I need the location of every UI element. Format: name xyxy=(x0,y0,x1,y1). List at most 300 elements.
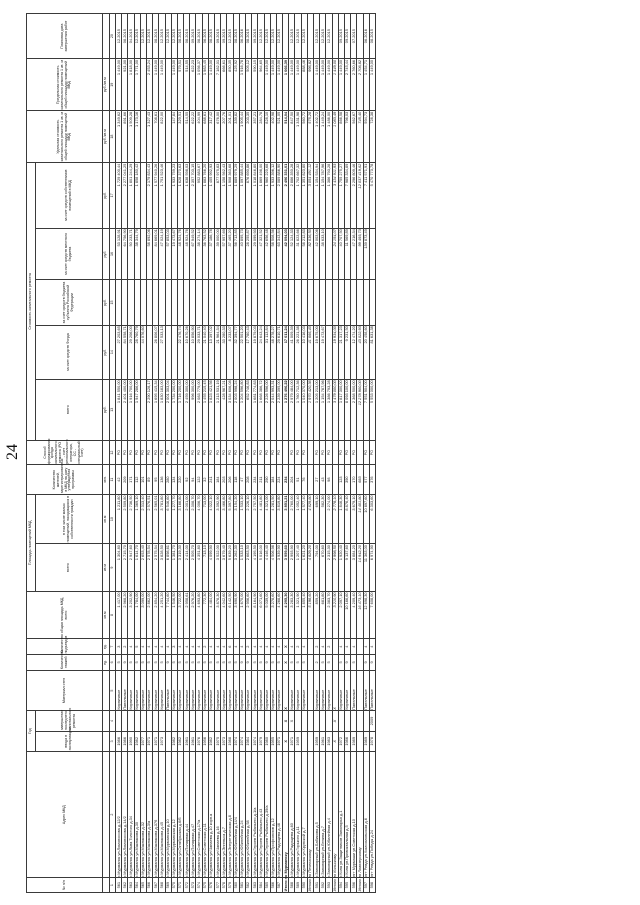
address-cell: г.Мурманск ул.Энгельса д.7 xyxy=(221,751,227,877)
year-commissioned-cell: 1983 xyxy=(326,731,332,751)
entrances-cell: 4 xyxy=(264,639,270,655)
wall-material-cell: Кирпичные xyxy=(196,670,202,711)
wall-material-cell: Кирпичные xyxy=(320,670,326,711)
address-cell: г.Мурманск ул.Радищева д.60 xyxy=(289,751,295,877)
unit-cost-cell: 201,01 xyxy=(227,111,233,163)
wall-material-cell: Кирпичные xyxy=(314,670,320,711)
cost-total-cell: 12 278 900,00 xyxy=(357,379,363,440)
year-commissioned-cell: 1984 xyxy=(245,731,251,751)
residents-cell: 683 xyxy=(357,465,363,494)
entrances-cell: 4 xyxy=(208,639,214,655)
floors-cell: 5 xyxy=(301,654,307,670)
wall-material-cell: Кирпичные xyxy=(239,670,245,711)
cost-fund-cell: 9 231,50 xyxy=(344,325,350,379)
premises-area-cell: 3 828,50 xyxy=(159,544,165,591)
column-number-cell: 13 xyxy=(110,379,116,440)
year-commissioned-cell: 1956 xyxy=(202,731,208,751)
year-commissioned-cell: 1961 xyxy=(184,731,190,751)
cost-owners-cell: 1 351 823,80 xyxy=(301,163,307,228)
cost-owners-cell: 1 729 400,44 xyxy=(116,163,122,228)
total-area-cell: 1 670,00 xyxy=(239,591,245,638)
limit-cost-cell: 579,51 xyxy=(177,59,183,111)
planned-date-cell: 12.2015 xyxy=(140,14,146,59)
residents-cell: 89 xyxy=(146,465,152,494)
entrances-cell: 4 xyxy=(320,639,326,655)
floors-cell: 5 xyxy=(134,654,140,670)
fund-method-cell: РО xyxy=(301,440,307,465)
floors-cell: 5 xyxy=(320,654,326,670)
owned-area-cell: 3 679,10 xyxy=(351,494,357,544)
cost-owners-cell: 1 154 534,94 xyxy=(314,163,320,228)
cost-local-budget-cell: 42 003,06 xyxy=(314,228,320,280)
address-cell: г.Мурманск ул.Чапаева д.16 xyxy=(215,751,221,877)
residents-cell: 27 xyxy=(314,465,320,494)
cost-total-cell: 652 746,83 xyxy=(245,379,251,440)
entrances-cell: 4 xyxy=(301,639,307,655)
wall-material-cell: Кирпичные xyxy=(153,670,159,711)
year-commissioned-cell: 1971 xyxy=(146,731,152,751)
unit-cost-cell: 357,21 xyxy=(252,111,258,163)
residents-cell: 211 xyxy=(258,465,264,494)
address-cell: г.Мурманск ул.Энергетическая д.8 xyxy=(227,751,233,877)
owned-area-cell: 1 052,40 xyxy=(295,494,301,544)
year-commissioned-cell: 1982 xyxy=(177,731,183,751)
col-header-17: за счет средств собственников помещений в МКД xyxy=(36,163,103,228)
total-area-cell: 4 693,80 xyxy=(196,591,202,638)
cost-owners-cell: 2 179 834,43 xyxy=(146,163,152,228)
owned-area-cell: 2 778,10 xyxy=(332,494,338,544)
unit-cell xyxy=(103,670,110,711)
cost-fund-cell: 19 675,00 xyxy=(314,325,320,379)
cost-fund-cell: 28 760,79 xyxy=(134,325,140,379)
limit-cost-cell: 1 449,00 xyxy=(116,59,122,111)
col-header-7: Количество подъездов xyxy=(27,639,103,655)
cost-fund-cell: 29 206,00 xyxy=(128,325,134,379)
address-cell: г.Мурманск ул.Крупской д.7 xyxy=(301,751,307,877)
planned-date-cell: 12.2015 xyxy=(146,14,152,59)
unit-cell: руб./кв.м xyxy=(103,59,110,111)
premises-area-cell: 3 319,30 xyxy=(177,544,183,591)
wall-material-cell: Кирпичные xyxy=(289,670,295,711)
cost-total-cell: 2 459 300,00 xyxy=(184,379,190,440)
entrances-cell: 2 xyxy=(202,639,208,655)
floors-cell: 9 xyxy=(344,654,350,670)
address-cell: пгт Мурмаши ул.Советская д.10 xyxy=(351,751,357,877)
premises-area-cell: 6 974,90 xyxy=(369,544,375,591)
cost-total-cell: 1 817 300,00 xyxy=(338,379,344,440)
col-header-10: в том числе жилых помещений, находящихся в собственности граждан xyxy=(36,494,103,544)
residents-cell: 112 xyxy=(134,465,140,494)
address-cell: г.Мурманск ул.Ломоносова д.12/2 xyxy=(116,751,122,877)
planned-date-cell: 09.2015 xyxy=(190,14,196,59)
row-number-cell: Итого по Печенгскому xyxy=(307,849,313,892)
column-number-cell: 15 xyxy=(110,280,116,325)
residents-cell: 32 xyxy=(202,465,208,494)
row-number-cell: 589 xyxy=(295,878,301,893)
planned-date-cell: 08.2015 xyxy=(233,14,239,59)
cost-local-budget-cell: 40 707,50 xyxy=(338,228,344,280)
premises-area-cell: 670,60 xyxy=(320,544,326,591)
cost-fund-cell: 13 397,02 xyxy=(208,325,214,379)
cost-local-budget-cell: 48 924,76 xyxy=(177,228,183,280)
limit-cost-cell: 1 056,37 xyxy=(196,59,202,111)
limit-cost-cell: 1 983,45 xyxy=(202,59,208,111)
cost-total-cell: 428 987,21 xyxy=(221,379,227,440)
fund-method-cell: РО xyxy=(233,440,239,465)
residents-cell: 118 xyxy=(233,465,239,494)
cost-fund-cell: 24 643,24 xyxy=(258,325,264,379)
entrances-cell: 4 xyxy=(177,639,183,655)
cost-owners-cell: 1 577 940,26 xyxy=(153,163,159,228)
cost-total-cell: 1 040 370,00 xyxy=(301,379,307,440)
premises-area-cell: 794,00 xyxy=(314,544,320,591)
total-area-cell: 4 251,20 xyxy=(159,591,165,638)
premises-area-cell: 2 315,30 xyxy=(326,544,332,591)
unit-cost-cell: 404,99 xyxy=(196,111,202,163)
unit-cost-cell: 1 402,72 xyxy=(314,111,320,163)
wall-material-cell: Кирпичные xyxy=(208,670,214,711)
unit-cell: руб. xyxy=(103,163,110,228)
fund-method-cell: РО xyxy=(258,440,264,465)
cost-local-budget-cell: 47 321,52 xyxy=(258,228,264,280)
address-cell: г.Мурманск ул.Героев Рыбачьего д.43 xyxy=(258,751,264,877)
cost-total-cell: 1 276 496,22 xyxy=(283,379,289,440)
planned-date-cell: 09.2015 xyxy=(252,14,258,59)
planned-date-cell: 08.2015 xyxy=(208,14,214,59)
planned-date-cell: 12.2015 xyxy=(134,14,140,59)
unit-cell xyxy=(103,711,110,731)
total-area-cell: 3 210,90 xyxy=(332,591,338,638)
unit-cost-cell: 796,03 xyxy=(344,111,350,163)
limit-cost-cell: 1 449,00 xyxy=(338,59,344,111)
wall-material-cell: Кирпичные xyxy=(258,670,264,711)
wall-material-cell: Панельные xyxy=(363,670,369,711)
address-cell: г.Мурманск ул.Юбилейная д.58 xyxy=(245,751,251,877)
cost-owners-cell: 2 886 350,28 xyxy=(289,163,295,228)
fund-method-cell: РО xyxy=(116,440,122,465)
planned-date-cell: 04.2015 xyxy=(128,14,134,59)
premises-area-cell: 1 920,40 xyxy=(338,544,344,591)
owned-area-cell: 1 533,10 xyxy=(239,494,245,544)
floors-cell: 5 xyxy=(184,654,190,670)
row-number-cell: 568 xyxy=(159,878,165,893)
row-number-cell: Итого по Кольскому xyxy=(332,853,338,892)
residents-cell: 51 xyxy=(295,465,301,494)
residents-cell: 42 xyxy=(116,465,122,494)
wall-material-cell: Кирпичные xyxy=(159,670,165,711)
cost-local-budget-cell: 58 892,06 xyxy=(146,228,152,280)
cost-owners-cell: 952 883,67 xyxy=(196,163,202,228)
address-cell: г.Мурманск ул.Маклакова д.30 xyxy=(134,751,140,877)
limit-cost-cell: 1 449,00 xyxy=(289,59,295,111)
wall-material-cell: X xyxy=(283,670,289,711)
unit-cost-cell: 284,78 xyxy=(258,111,264,163)
residents-cell: 234 xyxy=(252,465,258,494)
residents-cell: 92 xyxy=(184,465,190,494)
owned-area-cell: 2 757,50 xyxy=(252,494,258,544)
entrances-cell: 4 xyxy=(363,639,369,655)
floors-cell: 5 xyxy=(227,654,233,670)
address-cell: г.Мурманск ул.Героев Рыбачьего д.1/а xyxy=(252,751,258,877)
premises-area-cell: 2 998,50 xyxy=(332,544,338,591)
cost-total-cell: 1 916 700,00 xyxy=(128,379,134,440)
cost-owners-cell: 2 277 041,25 xyxy=(122,163,128,228)
cost-owners-cell: 5 470 773,78 xyxy=(369,163,375,228)
col-header-4: завершение последнего капитального ремонта xyxy=(36,711,103,731)
cost-total-cell: 7 551 904,00 xyxy=(363,379,369,440)
unit-cost-cell: 866,58 xyxy=(338,111,344,163)
col-header-6: Количество этажей xyxy=(27,654,103,670)
floors-cell: 5 xyxy=(128,654,134,670)
owned-area-cell: 10 897,60 xyxy=(363,494,369,544)
entrances-cell: 2 xyxy=(295,639,301,655)
unit-cost-cell: 1 331,98 xyxy=(295,111,301,163)
residents-cell: 170 xyxy=(351,465,357,494)
residents-cell: 203 xyxy=(221,465,227,494)
owned-area-cell: 699,10 xyxy=(314,494,320,544)
floors-cell: 5 xyxy=(177,654,183,670)
address-cell: пгт Ревда ул.Победы д.24 xyxy=(369,751,375,877)
address-cell: г.Мурманск ул.Советская д.11 xyxy=(202,751,208,877)
planned-date-cell: 09.2015 xyxy=(215,14,221,59)
cost-fund-cell: 81 631,38 xyxy=(369,325,375,379)
entrances-cell: 4 xyxy=(165,639,171,655)
residents-cell: 171 xyxy=(128,465,134,494)
cost-owners-cell: 1 386 793,28 xyxy=(326,163,332,228)
total-area-cell: 3 722,00 xyxy=(177,591,183,638)
total-area-cell: 2 956,60 xyxy=(245,591,251,638)
cost-owners-cell: 1 158 562,43 xyxy=(221,163,227,228)
fund-method-cell: РО xyxy=(245,440,251,465)
cost-total-cell: 2 003 998,24 xyxy=(233,379,239,440)
unit-cost-cell: 329,51 xyxy=(177,111,183,163)
unit-cell: руб. xyxy=(103,280,110,325)
wall-material-cell: Кирпичные xyxy=(128,670,134,711)
planned-date-cell: 08.2015 xyxy=(153,14,159,59)
floors-cell: 9 xyxy=(165,654,171,670)
limit-cost-cell: 514,55 xyxy=(184,59,190,111)
entrances-cell: 4 xyxy=(239,639,245,655)
premises-area-cell: 2 653,40 xyxy=(140,544,146,591)
total-area-cell: 1 855,40 xyxy=(301,591,307,638)
cost-owners-cell: 1 908 363,68 xyxy=(227,163,233,228)
row-number-cell: 591 xyxy=(314,878,320,893)
residents-cell: 577 xyxy=(363,465,369,494)
owned-area-cell: 2 313,40 xyxy=(140,494,146,544)
unit-cell: руб. xyxy=(103,228,110,280)
row-number-cell: 566 xyxy=(146,878,152,893)
cost-total-cell: 2 083 779,00 xyxy=(196,379,202,440)
cost-fund-cell: 31 113,84 xyxy=(264,325,270,379)
row-number-cell: 580 xyxy=(233,878,239,893)
cost-owners-cell: 3 054 491,12 xyxy=(307,163,313,228)
unit-cost-cell: 207,76 xyxy=(221,111,227,163)
entrances-cell: 4 xyxy=(270,639,276,655)
column-number-cell: 19 xyxy=(110,59,116,111)
unit-cost-cell: 203,35 xyxy=(245,111,251,163)
cost-fund-cell: 48 278,27 xyxy=(270,325,276,379)
unit-cell: руб. xyxy=(103,325,110,379)
total-area-cell: 4 042,60 xyxy=(221,591,227,638)
floors-cell: 9 xyxy=(363,654,369,670)
owned-area-cell: 3 466,80 xyxy=(221,494,227,544)
unit-cell: руб./кв.м xyxy=(103,111,110,163)
cost-total-cell: 3 479 000,00 xyxy=(332,379,338,440)
owned-area-cell: 3 781,80 xyxy=(159,494,165,544)
year-commissioned-cell: 1986 xyxy=(116,731,122,751)
owned-area-cell: 1 577,40 xyxy=(301,494,307,544)
total-area-cell: 772,30 xyxy=(202,591,208,638)
residents-cell: 134 xyxy=(171,465,177,494)
cost-total-cell: 1 841 550,00 xyxy=(116,379,122,440)
owned-area-cell: 5 397,80 xyxy=(227,494,233,544)
year-commissioned-cell: 1986 xyxy=(344,731,350,751)
floors-cell: 5 xyxy=(196,654,202,670)
cost-local-budget-cell: 39 000,00 xyxy=(215,228,221,280)
unit-cell xyxy=(103,878,110,893)
row-number-cell: 577 xyxy=(215,878,221,893)
wall-material-cell: Кирпичные xyxy=(221,670,227,711)
total-area-cell: 1 784,00 xyxy=(134,591,140,638)
entrances-cell: 2 xyxy=(245,639,251,655)
owned-area-cell: 6 303,60 xyxy=(369,494,375,544)
premises-area-cell: 3 939,90 xyxy=(276,544,282,591)
limit-cost-cell: 850,35 xyxy=(227,59,233,111)
fund-method-cell: РО xyxy=(146,440,152,465)
cost-fund-cell: 29 610,71 xyxy=(276,325,282,379)
unit-cell xyxy=(103,731,110,751)
row-number-cell: 586 xyxy=(270,878,276,893)
planned-date-cell: 08.2015 xyxy=(122,14,128,59)
unit-cost-cell: 514,04 xyxy=(283,111,289,163)
unit-cost-cell: 891,66 xyxy=(122,111,128,163)
limit-cost-cell: 2 760,66 xyxy=(351,59,357,111)
premises-area-cell: 2 715,70 xyxy=(122,544,128,591)
wall-material-cell: Кирпичные xyxy=(344,670,350,711)
cost-owners-cell: 1 405 992,93 xyxy=(208,163,214,228)
row-number-cell: 582 xyxy=(245,878,251,893)
row-number-cell: 563 xyxy=(128,878,134,893)
fund-method-cell: РО xyxy=(171,440,177,465)
fund-method-cell: РО xyxy=(134,440,140,465)
total-area-cell: 4 295,30 xyxy=(283,591,289,638)
cost-total-cell: 5 553 000,00 xyxy=(369,379,375,440)
cost-owners-cell: 1 858 180,42 xyxy=(134,163,140,228)
entrances-cell: 4 xyxy=(369,639,375,655)
fund-method-cell: РО xyxy=(153,440,159,465)
premises-area-cell: 2 578,54 xyxy=(146,544,152,591)
premises-area-cell: 14 942,20 xyxy=(357,544,363,591)
col-header-1: № п/п xyxy=(27,878,103,893)
total-area-cell: 2 958,61 xyxy=(184,591,190,638)
cost-total-cell: 2 368 500,00 xyxy=(351,379,357,440)
limit-cost-cell: 1 449,00 xyxy=(320,59,326,111)
fund-method-cell: РО xyxy=(295,440,301,465)
planned-date-cell: 12.2015 xyxy=(159,14,165,59)
cost-fund-cell: 33 280,33 xyxy=(221,325,227,379)
floors-cell: 5 xyxy=(326,654,332,670)
cost-total-cell: 2 226 596,00 xyxy=(264,379,270,440)
col-header-16: за счет средств местного бюджета xyxy=(36,228,103,280)
cost-total-cell: 1 970 420,36 xyxy=(307,379,313,440)
year-commissioned-cell: 1974 xyxy=(233,731,239,751)
year-commissioned-cell: 1982 xyxy=(171,731,177,751)
total-area-cell: 1 321,90 xyxy=(295,591,301,638)
floors-cell: 2 xyxy=(314,654,320,670)
cost-local-budget-cell: 29 099,93 xyxy=(252,228,258,280)
wall-material-cell: Кирпичные xyxy=(184,670,190,711)
total-area-cell: 3 099,00 xyxy=(140,591,146,638)
owned-area-cell: 4 481,80 xyxy=(258,494,264,544)
cost-total-cell: 1 760 712,36 xyxy=(295,379,301,440)
unit-cost-cell: 622,22 xyxy=(190,111,196,163)
fund-method-cell: РО xyxy=(252,440,258,465)
entrances-cell: 4 xyxy=(184,639,190,655)
cost-fund-cell: 43 022,93 xyxy=(357,325,363,379)
cost-total-cell: 1 455 215,45 xyxy=(202,379,208,440)
total-area-cell: 2 097,10 xyxy=(338,591,344,638)
unit-cost-cell: 562,67 xyxy=(351,111,357,163)
floors-cell: 5 xyxy=(270,654,276,670)
col-header-9: всего xyxy=(36,544,103,591)
premises-area-cell: 5 639,20 xyxy=(227,544,233,591)
entrances-cell: 4 xyxy=(276,639,282,655)
planned-date-cell: 09.2015 xyxy=(221,14,227,59)
cost-local-budget-cell: 48 924,76 xyxy=(184,228,190,280)
limit-cost-cell: 1 066,39 xyxy=(283,59,289,111)
total-area-cell: 4 268,60 xyxy=(276,591,282,638)
row-number-cell: 590 xyxy=(301,878,307,893)
residents-cell: 224 xyxy=(276,465,282,494)
owned-area-cell: 1 369,10 xyxy=(134,494,140,544)
row-number-cell: 585 xyxy=(264,878,270,893)
total-area-cell: 3 278,60 xyxy=(270,591,276,638)
cost-owners-cell: 1 869 498,00 xyxy=(258,163,264,228)
planned-date-cell: 06.2016 xyxy=(363,14,369,59)
floors-cell: 5 xyxy=(208,654,214,670)
cost-local-budget-cell: 56 713,85 xyxy=(233,228,239,280)
cost-total-cell: 1 830 183,00 xyxy=(159,379,165,440)
cost-fund-cell: 19 934,00 xyxy=(332,325,338,379)
address-cell: г.Мурманск ул.Полярная д.44 xyxy=(184,751,190,877)
wall-material-cell: Кирпичные xyxy=(295,670,301,711)
wall-material-cell: Кирпичные xyxy=(116,670,122,711)
premises-area-cell: 4 195,50 xyxy=(252,544,258,591)
cost-local-budget-cell: 58 212,83 xyxy=(301,228,307,280)
residents-cell: 290 xyxy=(264,465,270,494)
cost-owners-cell: 1 933 396,12 xyxy=(270,163,276,228)
unit-cost-cell: 688,61 xyxy=(202,111,208,163)
entrances-cell: 4 xyxy=(190,639,196,655)
row-number-cell: 561 xyxy=(116,878,122,893)
col-header-2: Адрес МКД xyxy=(27,751,103,877)
year-last-repair-cell: 2009 xyxy=(369,711,375,731)
unit-cost-cell: 594,73 xyxy=(363,111,369,163)
limit-cost-cell: 1 449,00 xyxy=(153,59,159,111)
cost-total-cell: 1 205 213,00 xyxy=(314,379,320,440)
owned-area-cell: 2 274,00 xyxy=(326,494,332,544)
residents-cell: 208 xyxy=(245,465,251,494)
fund-method-cell: РО xyxy=(202,440,208,465)
cost-total-cell: 3 034 606,08 xyxy=(227,379,233,440)
limit-cost-cell: 7 182,01 xyxy=(215,59,221,111)
wall-material-cell: Кирпичные xyxy=(215,670,221,711)
residents-cell: 241 xyxy=(208,465,214,494)
year-commissioned-cell: 1973 xyxy=(159,731,165,751)
total-area-cell: 7 744,60 xyxy=(165,591,171,638)
unit-cell: кв.м xyxy=(103,494,110,544)
entrances-cell: 4 xyxy=(153,639,159,655)
